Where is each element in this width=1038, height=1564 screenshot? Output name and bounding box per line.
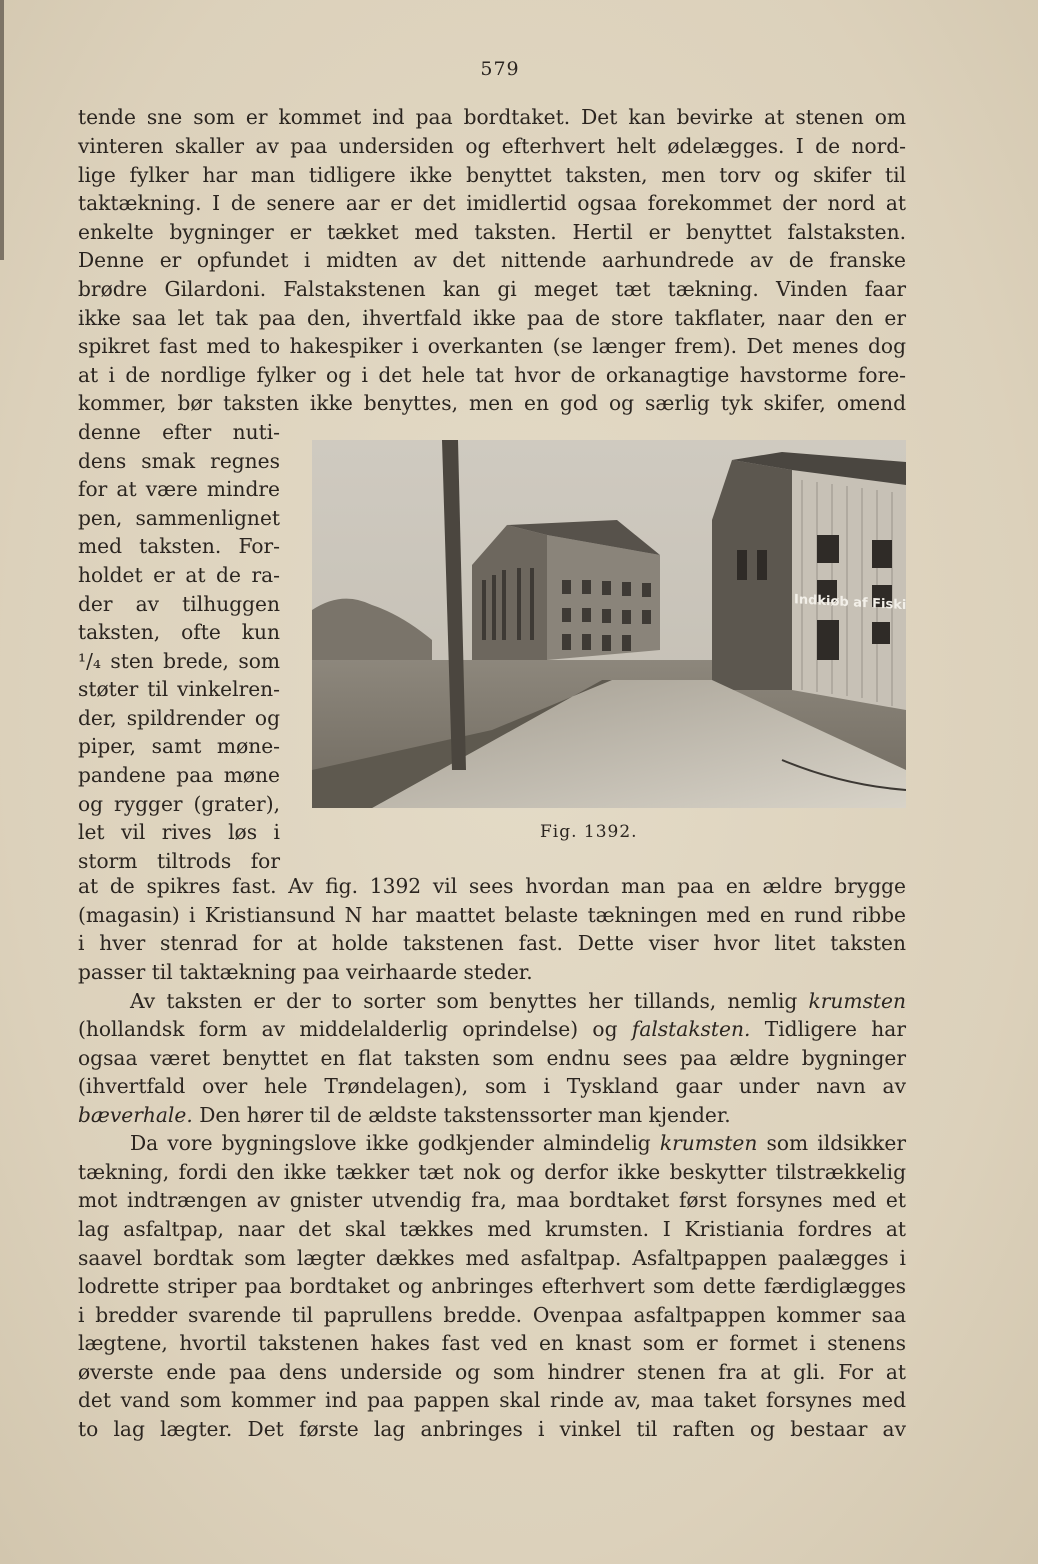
italic-term: krumsten: [659, 1131, 758, 1155]
text-line: det vand som kommer ind paa pappen skal rinde av, maa taket forsynes med: [78, 1388, 906, 1412]
text-line: piper, samt møne-: [78, 734, 280, 758]
text-line: [130, 1129, 906, 1158]
text-line: (ihvertfald over hele Trøndelagen), som i Tyskland gaar under navn av: [78, 1074, 906, 1098]
text-line: dens smak regnes: [78, 449, 280, 473]
text-line: at de spikres fast. Av fig. 1392 vil sees hvordan man paa en ældre brygge: [78, 874, 906, 898]
text-run: (hollandsk form av middelalderlig oprindelse) og: [78, 1017, 618, 1041]
text-line: [130, 987, 906, 1016]
italic-term: falstaksten.: [631, 1017, 751, 1041]
text-line: og rygger (grater),: [78, 792, 280, 816]
text-line: enkelte bygninger er tækket med taksten. Hertil er benyttet falstaksten.: [78, 220, 906, 244]
text-line: at i de nordlige fylker og i det hele tat hvor de orkanagtige havstorme fore-: [78, 363, 906, 387]
text-line: der, spildrender og: [78, 706, 280, 730]
text-line: tækning, fordi den ikke tækker tæt nok og derfor ikke beskytter tilstrækkelig: [78, 1160, 906, 1184]
text-run: Den hører til de ældste takstenssorter man kjender.: [199, 1103, 731, 1127]
text-run: som ildsikker: [766, 1131, 907, 1155]
text-line: der av tilhuggen: [78, 592, 280, 616]
figure-caption: Fig. 1392.: [540, 822, 638, 842]
italic-term: bæverhale.: [78, 1103, 193, 1127]
text-line: holdet er at de ra-: [78, 563, 280, 587]
text-line: let vil rives løs i: [78, 820, 280, 844]
text-line: taktækning. I de senere aar er det imidlertid ogsaa forekommet der nord at: [78, 191, 906, 215]
text-line: (magasin) i Kristiansund N har maattet belaste tækningen med en rund ribbe: [78, 903, 906, 927]
text-line: i hver stenrad for at holde takstenen fast. Dette viser hvor litet taksten: [78, 931, 906, 955]
text-line: kommer, bør taksten ikke benyttes, men en god og særlig tyk skifer, omend: [78, 391, 906, 415]
text-line: ¹/₄ sten brede, som: [78, 649, 280, 673]
text-line: brødre Gilardoni. Falstakstenen kan gi meget tæt tækning. Vinden faar: [78, 277, 906, 301]
text-line: saavel bordtak som lægter dækkes med asfaltpap. Asfaltpappen paalægges i: [78, 1246, 906, 1270]
text-line: pen, sammenlignet: [78, 506, 280, 530]
italic-term: krumsten: [808, 989, 906, 1013]
text-run: Av taksten er der to sorter som benyttes her tillands, nemlig: [130, 989, 798, 1013]
text-line: støter til vinkelren-: [78, 677, 280, 701]
text-line: ogsaa været benyttet en flat taksten som endnu sees paa ældre bygninger: [78, 1046, 906, 1070]
text-line: ikke saa let tak paa den, ihvertfald ikke paa de store takflater, naar den er: [78, 306, 906, 330]
text-line: tende sne som er kommet ind paa bordtaket. Det kan bevirke at stenen om: [78, 105, 906, 129]
text-run: Da vore bygningslove ikke godkjender almindelig: [130, 1131, 651, 1155]
text-line: [78, 1015, 906, 1044]
text-line: denne efter nuti-: [78, 420, 280, 444]
text-line: mot indtrængen av gnister utvendig fra, maa bordtaket først forsynes med et: [78, 1188, 906, 1212]
text-line: vinteren skaller av paa undersiden og efterhvert helt ødelægges. I de nord-: [78, 134, 906, 158]
text-line: med taksten. For-: [78, 534, 280, 558]
text-line: lægtene, hvortil takstenen hakes fast ved en knast som er formet i stenens: [78, 1331, 906, 1355]
text-line: i bredder svarende til paprullens bredde. Ovenpaa asfaltpappen kommer saa: [78, 1303, 906, 1327]
text-line: to lag lægter. Det første lag anbringes i vinkel til raften og bestaar av: [78, 1417, 906, 1441]
text-line: spikret fast med to hakespiker i overkanten (se længer frem). Det menes dog: [78, 334, 906, 358]
text-line: Denne er opfundet i midten av det nittende aarhundrede av de franske: [78, 248, 906, 272]
text-line: for at være mindre: [78, 477, 280, 501]
text-line: pandene paa møne: [78, 763, 280, 787]
text-line: øverste ende paa dens underside og som hindrer stenen fra at gli. For at: [78, 1360, 906, 1384]
text-line: lag asfaltpap, naar det skal tækkes med krumsten. I Kristiania fordres at: [78, 1217, 906, 1241]
text-line: lige fylker har man tidligere ikke benyttet taksten, men torv og skifer til: [78, 163, 906, 187]
text-line: lodrette striper paa bordtaket og anbringes efterhvert som dette færdiglægges: [78, 1274, 906, 1298]
text-line: storm tiltrods for: [78, 849, 280, 873]
page-edge-shadow: [0, 0, 4, 260]
warehouse-sign-text: Indkiøb af Fiski: [794, 592, 906, 614]
text-line: passer til taktækning paa veirhaarde steder.: [78, 960, 533, 984]
text-line: [78, 1101, 906, 1130]
figure-photo-warehouses: [312, 440, 906, 808]
text-run: Tidligere har: [764, 1017, 906, 1041]
page-number: 579: [480, 58, 520, 80]
text-line: taksten, ofte kun: [78, 620, 280, 644]
